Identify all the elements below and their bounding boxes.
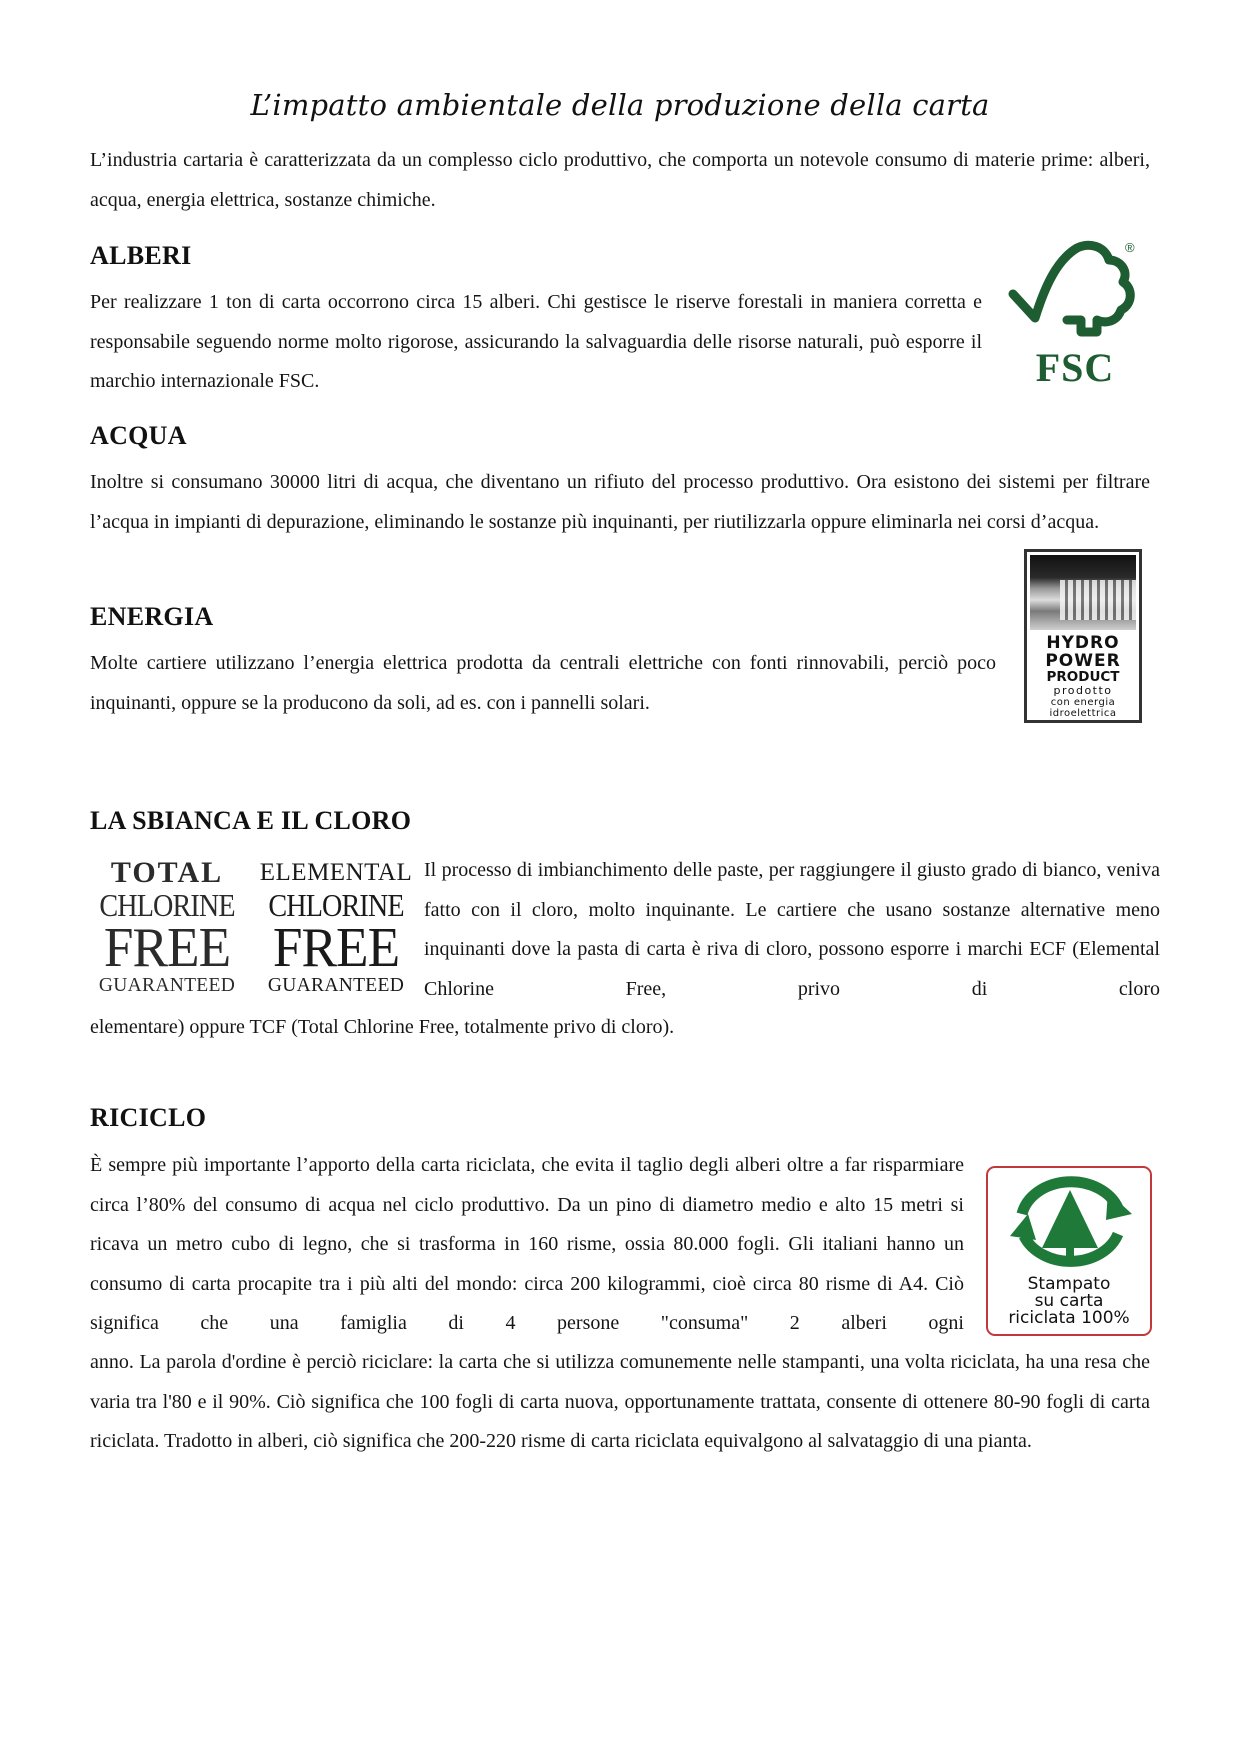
section-heading-acqua: ACQUA: [90, 421, 187, 450]
ecf-line-3: FREE: [272, 917, 400, 979]
ecf-line-2: CHLORINE: [268, 887, 404, 923]
section-heading-sbianca: LA SBIANCA E IL CLORO: [90, 806, 412, 835]
recycled-line-2: su carta: [1034, 1291, 1104, 1311]
paragraph-sbianca-end: elementare) oppure TCF (Total Chlorine Free, totalmente privo di cloro).: [90, 1016, 675, 1038]
ecf-line-1: ELEMENTAL: [259, 859, 413, 886]
hydro-line-6: idroelettrica: [1049, 708, 1117, 719]
tcf-line-3: FREE: [103, 917, 231, 979]
fsc-logo: [1005, 236, 1145, 390]
recycled-line-3: riciclata 100%: [1008, 1308, 1130, 1328]
paragraph-riciclo-end: anno. La parola d'ordine è perciò riciclare: la carta che si utilizza comunemente nelle stampanti, una volta riciclata, ha una resa che varia tra l'80 e il 90%. Ciò significa che 100 fogli di carta nuova, opportunamente trattata, consente di ottenere 80-90 fogli di carta riciclata. Tradotto in alberi, ciò significa che 200-220 risme di carta riciclata equivalgono al salvataggio di una pianta.: [90, 1351, 1150, 1452]
fsc-tree-check-icon: [1005, 236, 1145, 346]
section-heading-energia: ENERGIA: [90, 602, 214, 631]
ecf-line-4: GUARANTEED: [267, 975, 405, 996]
hydro-line-3: PRODUCT: [1046, 669, 1120, 685]
hydro-line-5: con energia: [1050, 697, 1116, 708]
paragraph-sbianca: Il processo di imbianchimento delle paste, per raggiungere il giusto grado di bianco, veniva fatto con il cloro, molto inquinante. Le cartiere che usano sostanze alternative meno inquinanti dove la pasta di carta è riva di cloro, possono esporre i marchi ECF (Elemental Chlorine Free, privo di cloro: [424, 859, 1160, 1000]
hydro-line-2: POWER: [1045, 651, 1121, 671]
section-heading-alberi: ALBERI: [90, 241, 192, 270]
recycle-tree-icon: [1000, 1174, 1140, 1274]
paragraph-acqua: Inoltre si consumano 30000 litri di acqua, che diventano un rifiuto del processo produttivo. Ora esistono dei sistemi per filtrare l’acqua in impianti di depurazione, eliminando le sostanze più inquinanti, per riutilizzarla oppure eliminarla nei corsi d’acqua.: [90, 471, 1150, 533]
ecf-logo: [256, 858, 416, 1006]
hydro-line-1: HYDRO: [1046, 633, 1120, 653]
recycled-paper-logo: [986, 1166, 1152, 1336]
tcf-logo: [88, 858, 246, 1006]
section-heading-riciclo: RICICLO: [90, 1103, 207, 1132]
tcf-line-2: CHLORINE: [99, 887, 235, 923]
hydro-line-4: prodotto: [1053, 684, 1113, 697]
tcf-line-1: TOTAL: [110, 856, 224, 889]
paragraph-alberi: Per realizzare 1 ton di carta occorrono circa 15 alberi. Chi gestisce le riserve forestali in maniera corretta e responsabile seguendo norme molto rigorose, assicurando la salvaguardia delle risorse naturali, può esporre il marchio internazionale FSC.: [90, 291, 982, 392]
intro-paragraph: L’industria cartaria è caratterizzata da un complesso ciclo produttivo, che comporta un notevole consumo di materie prime: alberi, acqua, energia elettrica, sostanze chimiche.: [90, 149, 1150, 211]
waterfall-image: [1030, 555, 1136, 630]
hydro-power-logo: [1024, 549, 1142, 723]
recycled-line-1: Stampato: [1027, 1274, 1111, 1294]
tcf-line-4: GUARANTEED: [98, 975, 236, 996]
paragraph-energia: Molte cartiere utilizzano l’energia elettrica prodotta da centrali elettriche con fonti rinnovabili, perciò poco inquinanti, oppure se la producono da soli, ad es. con i pannelli solari.: [90, 652, 996, 714]
registered-mark: ®: [1125, 240, 1135, 255]
fsc-logo-text: FSC: [1035, 345, 1115, 390]
page-title: L’impatto ambientale della produzione della carta: [250, 88, 990, 122]
paragraph-riciclo: È sempre più importante l’apporto della carta riciclata, che evita il taglio degli alberi oltre a far risparmiare circa l’80% del consumo di acqua nel ciclo produttivo. Da un pino di diametro medio e alto 15 metri si ricava un metro cubo di legno, che si trasforma in 160 risme, ossia 80.000 fogli. Gli italiani hanno un consumo di carta procapite tra i più alti del mondo: circa 200 kilogrammi, cioè circa 80 risme di A4. Ciò significa che una famiglia di 4 persone "consuma" 2 alberi ogni: [90, 1154, 964, 1334]
